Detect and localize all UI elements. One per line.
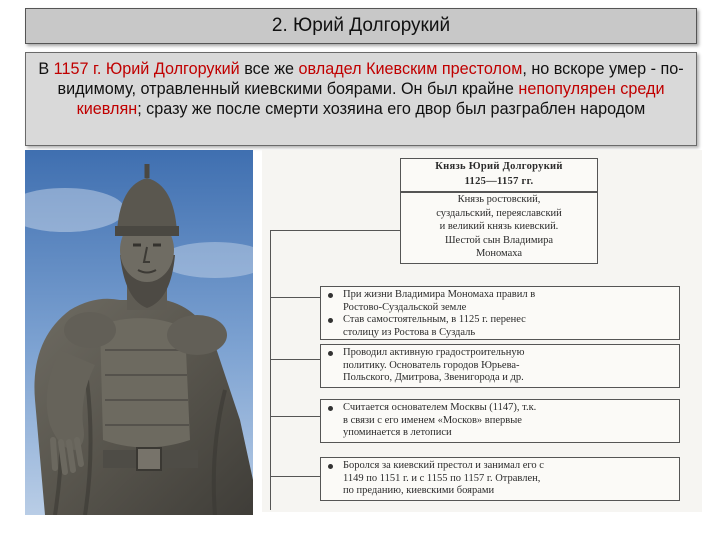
lead-text-4: ; сразу же после смерти хозяина его двор был разграблен народом [137,100,646,118]
desc-line: Князь ростовский, [457,194,541,205]
fact-line: Проводил активную градостроительную [343,347,525,358]
lead-highlight-3: непопулярен среди киевлян [76,80,665,118]
desc-line: и великий князь киевский. [439,221,559,232]
fact-line: Считается основателем Москвы (1147), т.к. [343,402,537,413]
connector-fact-1 [270,297,320,298]
lead-text-1: В [38,60,54,78]
bullet-icon [328,318,333,323]
bullet-icon [328,351,333,356]
desc-line: Мономаха [476,248,522,259]
lead-text-3: , но вскоре умер - по-видимому, отравленный киевскими боярами. Он был крайне [57,60,684,98]
fact-line: столицу из Ростова в Суздаль [343,326,476,338]
fact-item [343,347,673,385]
fact-item [343,289,673,314]
fact-line: политику. Основатель городов Юрьева- [343,359,520,371]
bullet-icon [328,464,333,469]
connector-vertical [270,230,271,510]
fact-line: Став самостоятельным, в 1125 г. перенес [343,314,526,325]
statue-photo [25,150,253,515]
prince-description-card [400,192,598,264]
fact-line: Ростово-Суздальской земле [343,301,467,313]
lead-highlight-2: овладел Киевским престолом [298,60,523,78]
bullet-icon [328,406,333,411]
fact-item [343,402,673,440]
fact-line: Боролся за киевский престол и занимал его с [343,460,544,471]
fact-item [343,460,673,498]
lead-paragraph-box [25,52,697,146]
fact-line: 1149 по 1151 г. и с 1155 по 1157 г. Отравлен, [343,472,541,484]
connector-top [270,230,400,231]
fact-card-rule [320,286,680,340]
prince-name: Князь Юрий Долгорукий [435,161,563,172]
fact-line: в связи с его именем «Москов» впервые [343,414,522,426]
slide-title: 2. Юрий Долгорукий [271,15,451,36]
connector-fact-3 [270,416,320,417]
fact-card-kiev [320,457,680,501]
desc-line: суздальский, переяславский [436,207,562,219]
slide-title-bar [25,8,697,44]
biography-scheme [262,150,702,512]
connector-fact-2 [270,359,320,360]
fact-card-moscow [320,399,680,443]
fact-line: по преданию, киевскими боярами [343,485,495,496]
fact-line: упоминается в летописи [343,427,452,438]
statue-illustration [25,150,253,515]
fact-line: При жизни Владимира Мономаха правил в [343,289,536,300]
bullet-icon [328,293,333,298]
prince-years: 1125—1157 гг. [464,176,534,187]
desc-line: Шестой сын Владимира [444,234,554,246]
lead-text-2: все же [239,60,299,78]
lead-paragraph [36,59,686,119]
fact-item [343,314,673,339]
fact-card-cities [320,344,680,388]
fact-line: Польского, Дмитрова, Звенигорода и др. [343,372,524,383]
prince-title-card [400,158,598,192]
connector-fact-4 [270,476,320,477]
lead-highlight-1: 1157 г. Юрий Долгорукий [53,60,240,78]
